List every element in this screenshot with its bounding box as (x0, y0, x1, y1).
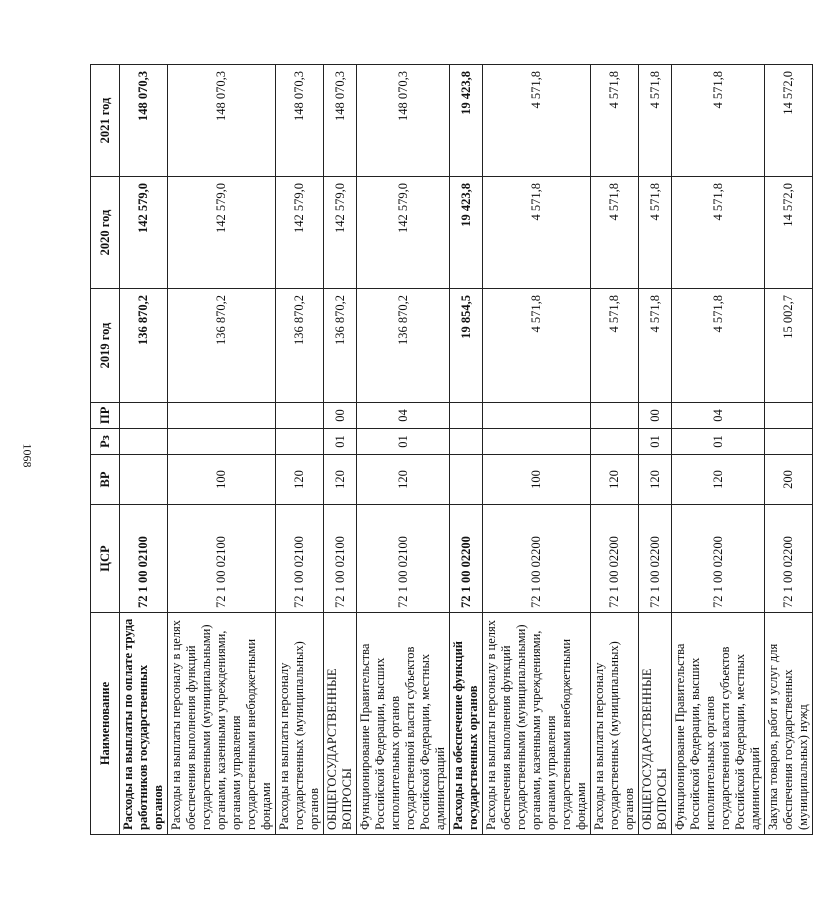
row-csr: 72 1 00 02100 (168, 505, 276, 613)
row-csr: 72 1 00 02200 (672, 505, 765, 613)
row-csr: 72 1 00 02200 (591, 505, 639, 613)
row-name: ОБЩЕГОСУДАРСТВЕННЫЕ ВОПРОСЫ (639, 613, 672, 835)
row-pr: 00 (324, 403, 357, 429)
row-rz (591, 429, 639, 455)
row-2019: 136 870,2 (120, 289, 168, 403)
row-pr (450, 403, 483, 429)
row-rz (276, 429, 324, 455)
row-2020: 142 579,0 (120, 177, 168, 289)
row-pr (765, 403, 813, 429)
row-csr: 72 1 00 02200 (450, 505, 483, 613)
row-2021: 4 571,8 (591, 65, 639, 177)
table-row (639, 65, 672, 835)
table-row (483, 65, 591, 835)
table-body (120, 65, 813, 835)
row-pr: 04 (357, 403, 450, 429)
row-pr (276, 403, 324, 429)
row-csr: 72 1 00 02200 (483, 505, 591, 613)
row-name: Расходы на выплаты персоналу в целях обеспечения выполнения функций государственными (муниципальными) органами, казенными учреждениями, органами управления государственными внебюджетными фондами (483, 613, 591, 835)
row-2019: 4 571,8 (591, 289, 639, 403)
row-name: Расходы на обеспечение функций государственных органов (450, 613, 483, 835)
row-rz: 01 (357, 429, 450, 455)
row-vr (120, 455, 168, 505)
row-2020: 142 579,0 (168, 177, 276, 289)
page-number: 1068 (20, 443, 35, 468)
row-pr (168, 403, 276, 429)
row-2019: 4 571,8 (483, 289, 591, 403)
table-row (324, 65, 357, 835)
header-2021: 2021 год (91, 65, 120, 177)
budget-table (90, 64, 813, 835)
table-row (591, 65, 639, 835)
row-2019: 4 571,8 (672, 289, 765, 403)
row-rz (483, 429, 591, 455)
header-csr: ЦСР (91, 505, 120, 613)
row-2019: 19 854,5 (450, 289, 483, 403)
row-2019: 15 002,7 (765, 289, 813, 403)
row-vr: 120 (672, 455, 765, 505)
row-pr (120, 403, 168, 429)
row-vr (450, 455, 483, 505)
row-name: Расходы на выплаты по оплате труда работников государственных органов (120, 613, 168, 835)
row-rz: 01 (639, 429, 672, 455)
row-2021: 4 571,8 (672, 65, 765, 177)
row-2019: 136 870,2 (324, 289, 357, 403)
table-row (450, 65, 483, 835)
row-2019: 136 870,2 (168, 289, 276, 403)
row-2021: 148 070,3 (324, 65, 357, 177)
header-2019: 2019 год (91, 289, 120, 403)
row-pr (483, 403, 591, 429)
row-csr: 72 1 00 02100 (357, 505, 450, 613)
row-2019: 136 870,2 (276, 289, 324, 403)
row-2019: 136 870,2 (357, 289, 450, 403)
row-csr: 72 1 00 02200 (639, 505, 672, 613)
row-csr: 72 1 00 02200 (765, 505, 813, 613)
table-row (672, 65, 765, 835)
row-vr: 120 (591, 455, 639, 505)
header-rz: Рз (91, 429, 120, 455)
row-pr: 04 (672, 403, 765, 429)
row-2021: 148 070,3 (357, 65, 450, 177)
row-pr (591, 403, 639, 429)
row-vr: 120 (357, 455, 450, 505)
row-vr: 120 (276, 455, 324, 505)
row-name: Функционирование Правительства Российской Федерации, высших исполнительных органов государственной власти субъектов Российской Федерации, местных администраций (672, 613, 765, 835)
row-rz (450, 429, 483, 455)
row-vr: 120 (639, 455, 672, 505)
row-2021: 148 070,3 (276, 65, 324, 177)
row-csr: 72 1 00 02100 (276, 505, 324, 613)
row-2020: 4 571,8 (672, 177, 765, 289)
row-rz (765, 429, 813, 455)
row-2019: 4 571,8 (639, 289, 672, 403)
row-csr: 72 1 00 02100 (120, 505, 168, 613)
row-name: Расходы на выплаты персоналу в целях обеспечения выполнения функций государственными (муниципальными) органами, казенными учреждениями, органами управления государственными внебюджетными фондами (168, 613, 276, 835)
row-csr: 72 1 00 02100 (324, 505, 357, 613)
row-name: Расходы на выплаты персоналу государственных (муниципальных) органов (591, 613, 639, 835)
row-name: ОБЩЕГОСУДАРСТВЕННЫЕ ВОПРОСЫ (324, 613, 357, 835)
table-row (276, 65, 324, 835)
row-vr: 100 (168, 455, 276, 505)
table-row (120, 65, 168, 835)
row-2020: 142 579,0 (324, 177, 357, 289)
table-header-row (91, 65, 120, 835)
row-2020: 142 579,0 (276, 177, 324, 289)
row-2021: 4 571,8 (639, 65, 672, 177)
row-2020: 142 579,0 (357, 177, 450, 289)
row-2020: 14 572,0 (765, 177, 813, 289)
row-rz: 01 (672, 429, 765, 455)
row-2020: 4 571,8 (591, 177, 639, 289)
row-2021: 4 571,8 (483, 65, 591, 177)
header-vr: ВР (91, 455, 120, 505)
row-rz (120, 429, 168, 455)
row-name: Расходы на выплаты персоналу государственных (муниципальных) органов (276, 613, 324, 835)
row-vr: 200 (765, 455, 813, 505)
table-row (168, 65, 276, 835)
row-2021: 19 423,8 (450, 65, 483, 177)
row-vr: 120 (324, 455, 357, 505)
header-name: Наименование (91, 613, 120, 835)
table-row (765, 65, 813, 835)
row-rz: 01 (324, 429, 357, 455)
row-2020: 4 571,8 (639, 177, 672, 289)
row-rz (168, 429, 276, 455)
row-2020: 19 423,8 (450, 177, 483, 289)
row-2021: 148 070,3 (120, 65, 168, 177)
row-pr: 00 (639, 403, 672, 429)
header-2020: 2020 год (91, 177, 120, 289)
row-vr: 100 (483, 455, 591, 505)
row-2021: 148 070,3 (168, 65, 276, 177)
row-name: Закупка товаров, работ и услуг для обеспечения государственных (муниципальных) нужд (765, 613, 813, 835)
row-2020: 4 571,8 (483, 177, 591, 289)
row-2021: 14 572,0 (765, 65, 813, 177)
header-pr: ПР (91, 403, 120, 429)
row-name: Функционирование Правительства Российской Федерации, высших исполнительных органов государственной власти субъектов Российской Федерации, местных администраций (357, 613, 450, 835)
rotated-table-frame (90, 65, 810, 835)
rotated-table-content (90, 65, 810, 835)
table-row (357, 65, 450, 835)
